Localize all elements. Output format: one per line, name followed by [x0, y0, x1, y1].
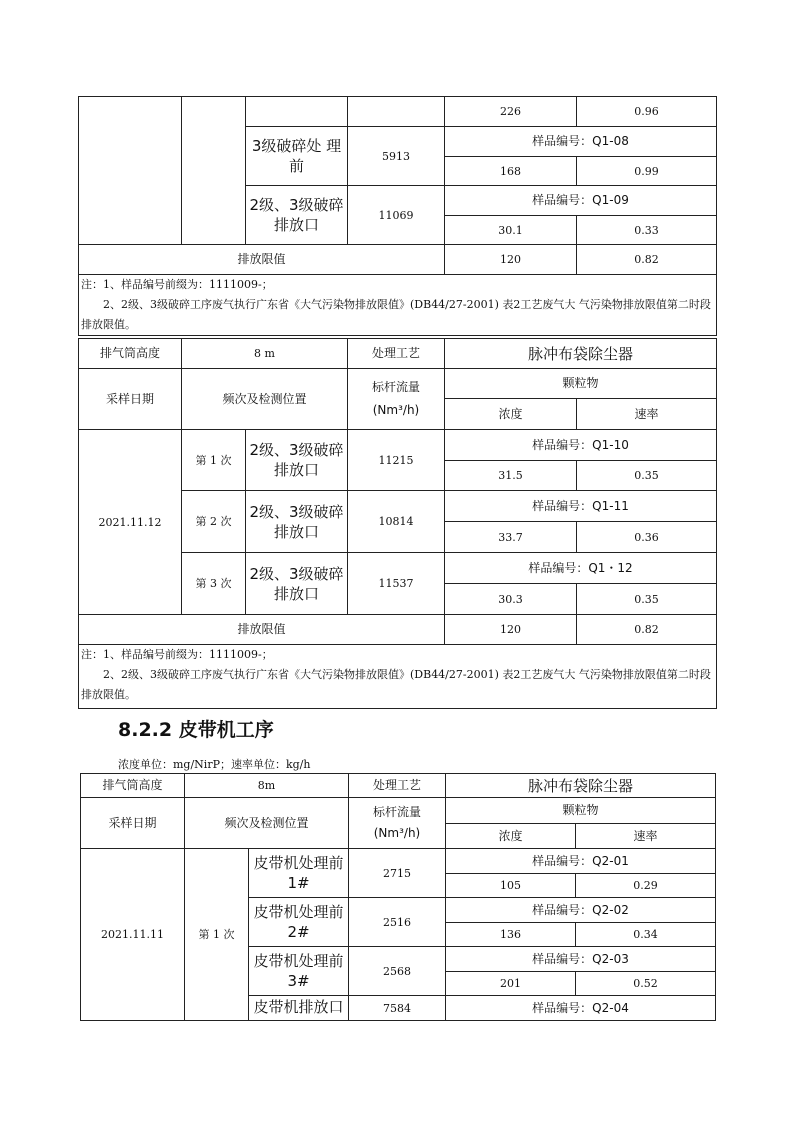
process-value: 脉冲布袋除尘器	[445, 339, 717, 369]
note-cell	[79, 645, 717, 709]
frequency-cell: 第 2 次	[182, 491, 246, 553]
process-header: 处理工艺	[348, 339, 445, 369]
rate-header: 速率	[576, 824, 716, 849]
flow-header	[349, 798, 446, 849]
position-cell: 皮带机处理前 3#	[249, 947, 349, 996]
flow-cell: 11537	[348, 553, 445, 615]
note-cell	[79, 275, 717, 336]
note-row	[79, 275, 717, 336]
frequency-cell: 第 1 次	[182, 430, 246, 491]
flow-cell: 10814	[348, 491, 445, 553]
limit-row	[79, 245, 717, 275]
rate-cell: 0.35	[577, 461, 717, 491]
frequency-header: 频次及检测位置	[182, 369, 348, 430]
frequency-cell: 第 3 次	[182, 553, 246, 615]
position-cell: 2级、3级破碎排放口	[246, 186, 348, 245]
rate-cell: 0.52	[576, 972, 716, 996]
flow-cell: 11215	[348, 430, 445, 491]
table-2021-11-12	[78, 338, 716, 709]
rate-cell: 0.36	[577, 522, 717, 553]
limit-rate: 0.82	[577, 245, 717, 275]
limit-row	[79, 615, 717, 645]
flow-cell: 5913	[348, 127, 445, 186]
sample-id-cell: 样品编号：Q2-02	[446, 898, 716, 923]
sample-id-cell: 样品编号：Q2-03	[446, 947, 716, 972]
concentration-cell: 30.3	[445, 584, 577, 615]
header-row	[79, 369, 717, 399]
date-header: 采样日期	[81, 798, 185, 849]
concentration-header: 浓度	[446, 824, 576, 849]
sample-id-cell: 样品编号：Q1-11	[445, 491, 717, 522]
note-line-1: 注：1、样品编号前缀为：1111009-；	[81, 648, 273, 661]
particulate-header: 颗粒物	[445, 369, 717, 399]
sample-id-cell: 样品编号：Q1・12	[445, 553, 717, 584]
position-cell: 2级、3级破碎排放口	[246, 491, 348, 553]
concentration-cell: 168	[445, 157, 577, 186]
sample-id-cell: 样品编号：Q1-09	[445, 186, 717, 216]
sample-id-cell: 样品编号：Q1-08	[445, 127, 717, 157]
position-cell: 皮带机处理前 2#	[249, 898, 349, 947]
flow-header-unit: (Nm³/h)	[373, 826, 421, 840]
position-cell: 2级、3级破碎排放口	[246, 553, 348, 615]
concentration-cell: 33.7	[445, 522, 577, 553]
section-heading: 8.2.2 皮带机工序	[118, 719, 274, 741]
rate-cell: 0.35	[577, 584, 717, 615]
limit-concentration: 120	[445, 245, 577, 275]
note-row	[79, 645, 717, 709]
frequency-header: 频次及检测位置	[185, 798, 349, 849]
limit-rate: 0.82	[577, 615, 717, 645]
note-line-1: 注：1、样品编号前缀为：1111009-；	[81, 278, 273, 291]
concentration-header: 浓度	[445, 399, 577, 430]
position-cell: 2级、3级破碎排放口	[246, 430, 348, 491]
flow-cell: 2516	[349, 898, 446, 947]
table-row	[81, 849, 716, 874]
flow-header-label: 标杆流量	[372, 805, 421, 819]
header-row	[81, 774, 716, 798]
rate-header: 速率	[577, 399, 717, 430]
process-header: 处理工艺	[349, 774, 446, 798]
note-line-2: 2、2级、3级破碎工序废气执行广东省《大气污染物排放限值》(DB44/27-2001) 表2工艺废气大 气污染物排放限值第二时段排放限值。	[81, 668, 711, 701]
table-continuation	[78, 96, 716, 336]
flow-cell: 7584	[349, 996, 446, 1021]
limit-label: 排放限值	[79, 245, 445, 275]
date-header: 采样日期	[79, 369, 182, 430]
flow-cell: 2715	[349, 849, 446, 898]
date-cell: 2021.11.11	[81, 849, 185, 1021]
rate-cell: 0.34	[576, 923, 716, 947]
date-cell: 2021.11.12	[79, 430, 182, 615]
concentration-cell: 226	[445, 97, 577, 127]
process-value: 脉冲布袋除尘器	[446, 774, 716, 798]
limit-concentration: 120	[445, 615, 577, 645]
unit-note: 浓度单位：mg/NirP；速率单位：kg/h	[118, 758, 311, 771]
position-cell: 皮带机排放口	[249, 996, 349, 1021]
rate-cell: 0.29	[576, 874, 716, 898]
position-cell: 3级破碎处 理前	[246, 127, 348, 186]
flow-cell: 2568	[349, 947, 446, 996]
concentration-cell: 136	[446, 923, 576, 947]
stack-height-header: 排气筒高度	[81, 774, 185, 798]
rate-cell: 0.99	[577, 157, 717, 186]
concentration-cell: 30.1	[445, 216, 577, 245]
stack-height-header: 排气筒高度	[79, 339, 182, 369]
rate-cell: 0.96	[577, 97, 717, 127]
stack-height-value: 8m	[185, 774, 349, 798]
stack-height-value: 8 m	[182, 339, 348, 369]
sample-id-cell: 样品编号：Q2-01	[446, 849, 716, 874]
flow-cell: 11069	[348, 186, 445, 245]
sample-id-cell: 样品编号：Q1-10	[445, 430, 717, 461]
concentration-cell: 105	[446, 874, 576, 898]
frequency-cell: 第 1 次	[185, 849, 249, 1021]
position-cell: 皮带机处理前 1#	[249, 849, 349, 898]
note-line-2: 2、2级、3级破碎工序废气执行广东省《大气污染物排放限值》(DB44/27-2001) 表2工艺废气大 气污染物排放限值第二时段排放限值。	[81, 298, 711, 331]
flow-header-unit: (Nm³/h)	[372, 403, 420, 417]
particulate-header: 颗粒物	[446, 798, 716, 824]
header-row	[79, 339, 717, 369]
table-row	[79, 430, 717, 461]
limit-label: 排放限值	[79, 615, 445, 645]
flow-header-label: 标杆流量	[371, 380, 420, 394]
concentration-cell: 201	[446, 972, 576, 996]
header-row	[81, 798, 716, 824]
flow-header	[348, 369, 445, 430]
concentration-cell: 31.5	[445, 461, 577, 491]
table-2021-11-11	[80, 773, 715, 1021]
rate-cell: 0.33	[577, 216, 717, 245]
table-row	[79, 97, 717, 127]
sample-id-cell: 样品编号：Q2-04	[446, 996, 716, 1021]
